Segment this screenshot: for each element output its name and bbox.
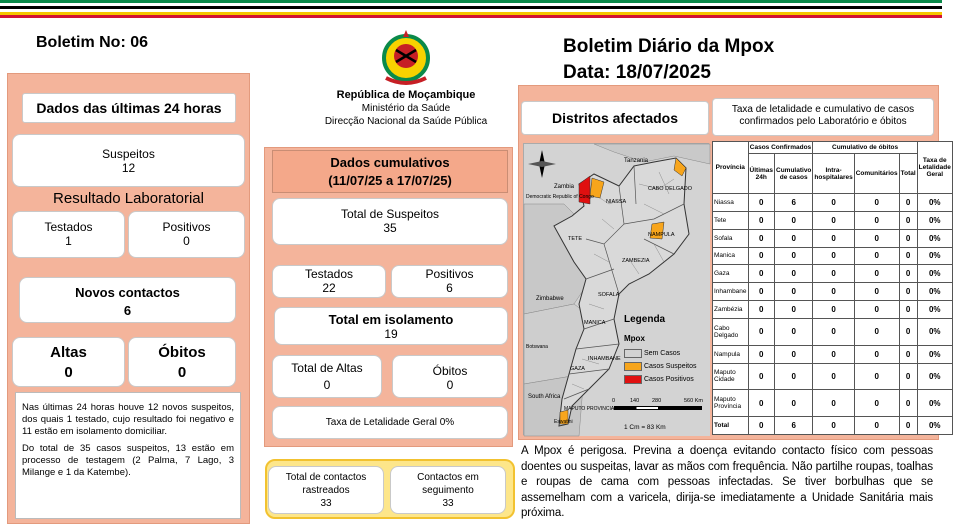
tested-24h-label: Testados [44,220,93,234]
scale-tick-1: 140 [630,398,640,404]
cum-tested-label: Testados [304,267,354,281]
total-discharges-value: 0 [323,378,331,392]
cell-cum: 0 [775,265,813,283]
mozambique-map [523,143,709,435]
cell-cum: 0 [775,318,813,345]
cum-tested-value: 22 [322,281,336,295]
table-heading: Taxa de letalidade e cumulativo de casos confirmados pelo Laboratório e óbitos [712,98,934,136]
suspects-24h-value: 12 [121,161,136,175]
followup-contacts-value: 33 [442,498,454,509]
cell-name: Total [713,417,749,435]
cell-tot: 0 [899,265,917,283]
col-province: Província [713,142,749,194]
cum-positive-value: 6 [446,281,453,295]
table-row [713,194,953,212]
traced-contacts-label: Total de contactos rastreados [285,472,367,496]
new-contacts-card [19,277,236,323]
cell-cum: 0 [775,345,813,363]
total-discharges-label: Total de Altas [291,361,363,375]
cell-name: Nampula [713,345,749,363]
cell-name: Inhambane [713,283,749,301]
label-zambezia: ZAMBEZIA [622,258,650,264]
col-lethality-rate: Taxa de Letalidade Geral [917,142,952,194]
organization-block [300,89,512,128]
cell-c24: 0 [748,283,774,301]
label-eswatini: Eswatini [554,419,573,425]
cum-tested-card [272,265,386,298]
cell-name: Niassa [713,194,749,212]
cell-comm: 0 [854,194,899,212]
cell-cum: 0 [775,229,813,247]
coat-of-arms-emblem [378,28,434,88]
label-zimbabwe: Zimbabwe [536,296,564,302]
cell-hosp: 0 [813,211,854,229]
cumulative-heading-period: (11/07/25 a 17/07/25) [328,173,452,188]
cell-name: Gaza [713,265,749,283]
cell-cum: 0 [775,247,813,265]
cell-tot: 0 [899,229,917,247]
cell-name: Zambézia [713,301,749,319]
cell-hosp: 0 [813,318,854,345]
report-title: Boletim Diário da Mpox [563,36,775,57]
cell-hosp: 0 [813,265,854,283]
cell-cum: 6 [775,417,813,435]
report-date: Data: 18/07/2025 [563,62,711,83]
cell-comm: 0 [854,265,899,283]
table-row [713,211,953,229]
discharges-24h-label: Altas [50,344,87,361]
last24h-heading: Dados das últimas 24 horas [22,93,236,123]
lethality-rate-card: Taxa de Letalidade Geral 0% [272,406,508,439]
cum-deaths-value: 0 [446,378,454,392]
legend-swatch-no-cases [624,349,642,358]
cell-comm: 0 [854,229,899,247]
traced-contacts-value: 33 [320,498,332,509]
cell-c24: 0 [748,211,774,229]
cell-cum: 0 [775,283,813,301]
cell-c24: 0 [748,265,774,283]
cell-rate: 0% [917,194,952,212]
province-table-wrap [712,141,951,435]
last24h-note-1: Nas últimas 24 horas houve 12 novos suspeitos, dos quais 1 testado, cujo resultado foi negativo e 11 estão em isolamento domiciliar. [22,402,234,437]
cell-name: Maputo Província [713,390,749,417]
deaths-24h-value: 0 [177,364,187,381]
cell-tot: 0 [899,363,917,390]
table-row [713,301,953,319]
tested-24h-card [12,211,125,258]
table-row [713,283,953,301]
cell-comm: 0 [854,211,899,229]
cell-hosp: 0 [813,229,854,247]
table-row [713,247,953,265]
col-total: Total [899,154,917,194]
cell-name: Maputo Cidade [713,363,749,390]
cell-comm: 0 [854,301,899,319]
suspects-24h-card [12,134,245,187]
cum-positive-label: Positivos [425,267,474,281]
col-deaths-group: Cumulativo de óbitos [813,142,917,154]
cell-c24: 0 [748,345,774,363]
label-south-africa: South Africa [528,394,561,400]
cell-comm: 0 [854,390,899,417]
cell-rate: 0% [917,345,952,363]
cell-rate: 0% [917,265,952,283]
discharges-24h-card [12,337,125,387]
table-row [713,417,953,435]
legend-subtitle: Mpox [624,334,645,343]
label-niassa: NIASSA [606,199,627,205]
cell-name: Cabo Delgado [713,318,749,345]
label-cabo-delgado: CABO DELGADO [648,186,693,192]
cell-name: Sofala [713,229,749,247]
legend-swatch-suspect [624,362,642,371]
total-suspects-value: 35 [383,221,397,235]
cell-tot: 0 [899,318,917,345]
cell-tot: 0 [899,211,917,229]
cell-c24: 0 [748,390,774,417]
bulletin-number: Boletim No: 06 [36,34,149,51]
legend-title: Legenda [624,314,666,325]
cell-hosp: 0 [813,345,854,363]
cell-hosp: 0 [813,301,854,319]
cell-comm: 0 [854,417,899,435]
province-table-body [713,194,953,435]
table-row [713,363,953,390]
label-manica: MANICA [584,320,606,326]
discharges-24h-value: 0 [64,364,73,381]
suspects-24h-label: Suspeitos [102,147,155,161]
cum-deaths-label: Óbitos [432,364,468,378]
positive-24h-card [128,211,245,258]
total-suspects-card [272,198,508,245]
total-discharges-card [272,355,382,398]
isolation-value: 19 [384,327,398,341]
label-tanzania: Tanzania [624,158,649,164]
cell-tot: 0 [899,283,917,301]
cell-tot: 0 [899,194,917,212]
cell-comm: 0 [854,363,899,390]
table-row [713,345,953,363]
isolation-card [274,307,508,345]
cell-rate: 0% [917,417,952,435]
cell-c24: 0 [748,301,774,319]
cell-rate: 0% [917,211,952,229]
cumulative-heading-title: Dados cumulativos [330,155,450,170]
affected-districts-heading: Distritos afectados [521,101,709,135]
flag-stripe [0,0,942,18]
table-row [713,318,953,345]
cell-rate: 0% [917,363,952,390]
table-row [713,229,953,247]
org-country: República de Moçambique [336,89,476,101]
table-row [713,265,953,283]
label-botswana: Botswana [526,344,548,350]
cell-rate: 0% [917,229,952,247]
new-contacts-label: Novos contactos [75,285,180,300]
cell-cum: 0 [775,211,813,229]
cell-comm: 0 [854,318,899,345]
cell-comm: 0 [854,283,899,301]
label-tete: TETE [568,236,583,242]
followup-contacts-label: Contactos em seguimento [417,472,479,496]
cell-c24: 0 [748,318,774,345]
col-confirmed-group: Casos Confirmados [748,142,813,154]
scale-bar [614,406,702,410]
cell-tot: 0 [899,417,917,435]
traced-contacts-card [268,466,384,514]
deaths-24h-card [128,337,236,387]
cell-name: Tete [713,211,749,229]
cell-rate: 0% [917,390,952,417]
table-row [713,390,953,417]
cell-comm: 0 [854,345,899,363]
cell-tot: 0 [899,390,917,417]
col-community: Comunitários [854,154,899,194]
cell-c24: 0 [748,194,774,212]
cell-comm: 0 [854,247,899,265]
label-maputo-provincia: MAPUTO PROVINCIA [564,406,615,412]
col-last24h: Últimas 24h [748,154,774,194]
cell-rate: 0% [917,247,952,265]
new-contacts-value: 6 [123,303,132,318]
cell-hosp: 0 [813,247,854,265]
legend-item-no-cases: Sem Casos [624,347,696,360]
tested-24h-value: 1 [65,234,72,248]
last24h-note-2: Do total de 35 casos suspeitos, 13 estão em processo de testagem (2 Palma, 7 Lago, 3 Milange e 1 da Katembe). [22,443,234,478]
cell-cum: 6 [775,194,813,212]
cell-hosp: 0 [813,363,854,390]
cell-cum: 0 [775,363,813,390]
org-ministry: Ministério da Saúde [361,103,451,114]
cell-rate: 0% [917,318,952,345]
prevention-advice: A Mpox é perigosa. Previna a doença evitando contacto físico com pessoas doentes ou suspeitas, lavar as mãos com frequência. Não partilhe roupas, toalhas e roupas de cama com pessoas infectadas. Se tiver borbulhas que se assemelham com a varicela, dirija-se imediatamente a Unidade Sanitária mais próxima. [521,445,933,519]
col-cumulative: Cumulativo de casos [775,154,813,194]
cell-cum: 0 [775,390,813,417]
label-drc: Democratic Republic of Congo [526,194,594,200]
cell-hosp: 0 [813,417,854,435]
cell-c24: 0 [748,363,774,390]
cell-c24: 0 [748,417,774,435]
label-zambia: Zambia [554,184,575,190]
total-suspects-label: Total de Suspeitos [340,207,440,221]
legend-item-positive: Casos Positivos [624,373,696,386]
cell-name: Manica [713,247,749,265]
legend-items [624,347,696,386]
cell-hosp: 0 [813,283,854,301]
cell-tot: 0 [899,345,917,363]
cell-c24: 0 [748,229,774,247]
legend-swatch-positive [624,375,642,384]
scale-tick-3: 560 Km [684,398,703,404]
label-sofala: SOFALA [598,292,620,298]
cum-deaths-card [392,355,508,398]
positive-24h-value: 0 [183,234,190,248]
deaths-24h-label: Óbitos [158,344,206,361]
cell-rate: 0% [917,301,952,319]
scale-tick-0: 0 [612,398,616,404]
cell-c24: 0 [748,247,774,265]
lab-result-heading: Resultado Laboratorial [53,190,204,207]
cumulative-heading [272,150,508,193]
col-hospital: Intra-hospitalares [813,154,854,194]
cell-tot: 0 [899,301,917,319]
cell-tot: 0 [899,247,917,265]
isolation-label: Total em isolamento [328,312,454,327]
province-table [712,141,953,435]
cell-cum: 0 [775,301,813,319]
scale-note: 1 Cm = 83 Km [624,424,666,431]
legend-item-suspect: Casos Suspeitos [624,360,696,373]
label-gaza: GAZA [570,366,585,372]
cum-positive-card [391,265,508,298]
cell-rate: 0% [917,283,952,301]
label-inhambane: INHAMBANE [588,356,621,362]
org-directorate: Direcção Nacional da Saúde Pública [324,116,488,127]
positive-24h-label: Positivos [162,220,211,234]
label-nampula: NAMPULA [648,232,675,238]
cell-hosp: 0 [813,390,854,417]
followup-contacts-card [390,466,506,514]
last24h-notes [15,392,241,519]
scale-tick-2: 280 [652,398,662,404]
cell-hosp: 0 [813,194,854,212]
